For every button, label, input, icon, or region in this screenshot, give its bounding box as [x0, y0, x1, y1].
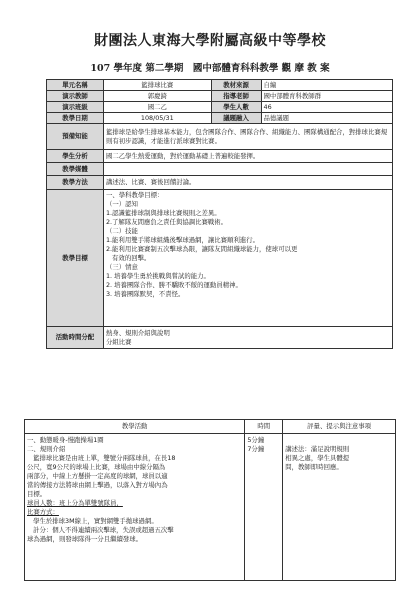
- activity-table: [24, 419, 396, 581]
- activity-line: 球員人數：班上分為單雙號隊員，: [27, 499, 123, 507]
- activity-line: 球為過網，則發球隊得一分且繼續發球。: [27, 535, 143, 543]
- activity-cell: [25, 434, 245, 581]
- activity-header: 教學活動: [25, 420, 245, 434]
- objective-line: （二）技能: [105, 227, 138, 235]
- time-value: 5分鐘: [247, 436, 265, 444]
- mentor-value: 國中部體育科教師群: [261, 91, 392, 102]
- activity-line: 籃排球比賽是由班上單，雙號分兩隊球員，在長18: [27, 454, 176, 462]
- notes-cell: [283, 434, 396, 581]
- time-line: 分組比賽: [105, 337, 132, 346]
- objective-line: 1.能利用雙手將球組織後擊球過網，讓比賽順利進行。: [105, 236, 260, 244]
- date-value: 108/05/31: [103, 113, 211, 124]
- class-value: 國二乙: [103, 102, 211, 113]
- note-line: 相異之處，學生具體提: [285, 454, 350, 462]
- students-value: 46: [261, 102, 392, 113]
- media-label: 教學媒體: [47, 163, 104, 176]
- mentor-label: 指導老師: [211, 91, 261, 102]
- time-value: 7分鐘: [247, 445, 265, 453]
- teacher-value: 郭慶錡: [103, 91, 211, 102]
- activity-line: 目標。: [27, 490, 47, 498]
- info-table: [46, 79, 393, 349]
- objectives-cell: [103, 190, 392, 327]
- objective-line: 1. 培養學生勇於挑戰與嘗試的能力。: [105, 272, 210, 280]
- objective-line: （三）情意: [105, 263, 138, 271]
- textbook-label: 教材來源: [211, 80, 261, 91]
- activity-line: 比賽方式：: [27, 508, 59, 516]
- objective-line: 1.認識籃排球制與排球比賽規則之差異。: [105, 209, 221, 217]
- topic-label: 議題融入: [211, 113, 261, 124]
- school-title: 財團法人東海大學附屬高級中等學校: [94, 33, 326, 49]
- objectives-label: 教學目標: [47, 190, 104, 327]
- objective-line: （一）認知: [105, 200, 138, 208]
- objective-line: 2.能利用比賽賽制五次擊球為限，讓隊友間組織球能力，使球可以更: [105, 245, 298, 253]
- date-label: 教學日期: [47, 113, 104, 124]
- unit-name-label: 單元名稱: [47, 80, 104, 91]
- objective-line: 一、學科教學目標：: [105, 191, 164, 199]
- activity-line: 公尺，寬9公尺的球場上比賽，球場由中線分隔為: [27, 463, 166, 471]
- time-cell: [245, 434, 283, 581]
- note-line: 講述法：滿足說明規則: [285, 445, 350, 453]
- objective-line: 3. 培養團隊默契，不責怪。: [105, 290, 185, 298]
- time-allocation-cell: [103, 327, 392, 349]
- objective-line: 2. 培養團隊合作、勝不驕敗不餒的運動員精神。: [105, 281, 242, 289]
- prior-knowledge-label: 預備知能: [47, 124, 104, 150]
- activity-line: 二、規則介紹: [27, 445, 66, 453]
- activity-line: 一、動態暖身-慢跑操場1圈: [27, 436, 104, 444]
- prior-knowledge-text: 籃排球是給學生排球基本能力，包含團隊合作、團隊合作、組織能力、團隊構通配合，對排球比賽規則有初步認識，才能進行派球賽對比賽。: [103, 124, 392, 150]
- students-label: 學生人數: [211, 102, 261, 113]
- activity-line: 計分：個人不得連續兩次擊球，失誤或超過五次擊: [27, 526, 174, 534]
- time-allocation-label: 活動時間分配: [47, 327, 104, 349]
- unit-name-value: 籃排球比賽: [103, 80, 211, 91]
- class-label: 演示班級: [47, 102, 104, 113]
- teacher-label: 演示教師: [47, 91, 104, 102]
- time-header: 時間: [245, 420, 283, 434]
- objective-line: 2.了解隊友間應負之責任與協調比賽戰術。: [105, 218, 228, 226]
- activity-line: 學生於排球3M線上，實對網雙手拋球過網。: [27, 517, 158, 525]
- time-line: 熱身、規則介紹與說明: [105, 328, 170, 337]
- activity-line: 兩部分，中線上方懸掛一定高度的球網，球員以適: [27, 472, 168, 480]
- media-text: [103, 163, 392, 176]
- objective-line: 有效的回擊。: [105, 254, 151, 262]
- activity-line: 當的傳接方法將球由網上擊過，以落入對方場內為: [27, 481, 168, 489]
- textbook-value: 自編: [261, 80, 392, 91]
- method-label: 教學方法: [47, 176, 104, 190]
- topic-value: 品德議題: [261, 113, 392, 124]
- note-line: 問，教師即時回應。: [285, 463, 343, 471]
- plan-subtitle: 107 學年度 第二學期 國中部體育科科教學 觀 摩 教 案: [90, 63, 330, 74]
- student-analysis-label: 學生分析: [47, 150, 104, 163]
- notes-header: 評量、提示與注意事項: [283, 420, 396, 434]
- student-analysis-text: 國二乙學生熱愛運動，對於運動基礎上普遍較能發揮。: [103, 150, 392, 163]
- method-text: 講述法、比賽、賽後回饋討論。: [103, 176, 392, 190]
